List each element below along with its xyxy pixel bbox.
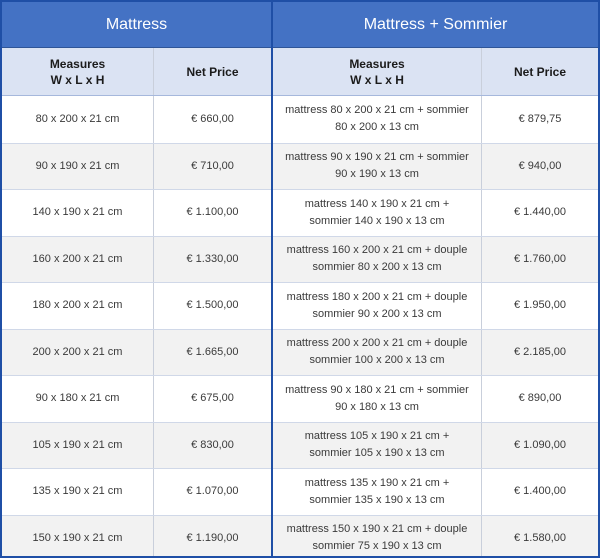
combo-header-row [273,48,598,96]
table-row [2,515,271,558]
price-cell: € 890,00 [518,392,562,405]
table-row [273,329,598,376]
mattress-panel [0,0,273,558]
mattress-header-row [2,48,271,96]
price-cell: € 1.950,00 [514,299,566,312]
description-cell [273,283,482,329]
price-cell: € 2.185,00 [514,345,566,358]
table-row [2,375,271,422]
net-price-header: Net Price [513,64,567,79]
description-line2: sommier 90 x 200 x 13 cm [312,307,442,320]
table-row [2,468,271,515]
price-cell: € 1.500,00 [186,299,239,312]
description-text [287,289,468,323]
size-cell: 140 x 190 x 21 cm [2,190,154,236]
description-text [285,382,469,416]
table-row [273,96,598,143]
description-line2: 90 x 180 x 13 cm [335,400,419,413]
net-price-header: Net Price [186,64,239,79]
description-cell [273,423,482,469]
description-line1: mattress 140 x 190 x 21 cm + [304,197,450,210]
price-cell: € 1.440,00 [514,206,566,219]
price-cell: € 1.190,00 [186,531,239,544]
size-cell: 90 x 190 x 21 cm [2,144,154,190]
description-cell [273,376,482,422]
description-line1: mattress 200 x 200 x 21 cm + douple [286,337,468,350]
description-line2: 80 x 200 x 13 cm [335,121,419,134]
price-cell: € 879,75 [518,112,562,125]
description-text [305,475,450,509]
table-row [2,189,271,236]
price-cell: € 1.665,00 [186,345,239,358]
table-row [2,282,271,329]
combo-panel [271,0,600,558]
price-cell: € 1.070,00 [186,485,239,498]
measures-header-line1: Measures [349,56,405,71]
size-cell: 160 x 200 x 21 cm [2,237,154,283]
table-row [273,282,598,329]
price-cell: € 660,00 [191,112,234,125]
price-cell: € 1.580,00 [514,531,566,544]
description-line2: sommier 140 x 190 x 13 cm [309,214,445,227]
mattress-rows [2,96,271,558]
table-row [2,329,271,376]
measures-header [2,48,154,95]
description-text [305,428,450,462]
price-cell: € 940,00 [518,159,562,172]
table-row [273,375,598,422]
size-cell: 200 x 200 x 21 cm [2,330,154,376]
table-row [2,96,271,143]
combo-title: Mattress + Sommier [273,2,598,48]
measures-header [273,48,482,95]
price-cell: € 830,00 [191,438,234,451]
description-line2: 90 x 190 x 13 cm [335,168,419,181]
description-cell [273,516,482,558]
size-cell: 105 x 190 x 21 cm [2,423,154,469]
table-row [2,143,271,190]
description-line2: sommier 135 x 190 x 13 cm [309,493,445,506]
size-cell: 90 x 180 x 21 cm [2,376,154,422]
table-row [273,515,598,558]
description-cell [273,237,482,283]
table-row [273,422,598,469]
description-line1: mattress 135 x 190 x 21 cm + [304,476,450,489]
price-cell: € 1.760,00 [514,252,566,265]
description-line1: mattress 90 x 180 x 21 cm + sommier [285,383,469,396]
description-text [285,102,469,136]
description-line2: sommier 75 x 190 x 13 cm [312,540,442,553]
table-row [273,236,598,283]
description-text [287,335,468,369]
description-line1: mattress 160 x 200 x 21 cm + douple [286,244,468,257]
description-cell [273,330,482,376]
table-row [273,143,598,190]
description-line1: mattress 150 x 190 x 21 cm + douple [286,523,468,536]
description-cell [273,469,482,515]
price-cell: € 1.100,00 [186,206,239,219]
size-cell: 80 x 200 x 21 cm [2,96,154,143]
description-cell [273,144,482,190]
description-text [285,149,469,183]
table-row [273,189,598,236]
description-text [287,521,468,555]
table-row [2,422,271,469]
description-line1: mattress 180 x 200 x 21 cm + douple [286,290,468,303]
description-line2: sommier 100 x 200 x 13 cm [309,354,445,367]
description-line1: mattress 105 x 190 x 21 cm + [304,430,450,443]
combo-rows [273,96,598,558]
price-cell: € 1.400,00 [514,485,566,498]
description-text [305,196,450,230]
mattress-title: Mattress [2,2,271,48]
price-cell: € 1.330,00 [186,252,239,265]
measures-header-line1: Measures [49,56,106,71]
description-line2: sommier 80 x 200 x 13 cm [312,261,442,274]
price-cell: € 710,00 [191,159,234,172]
price-cell: € 1.090,00 [514,438,566,451]
measures-header-line2: W x L x H [350,72,404,87]
description-line1: mattress 90 x 190 x 21 cm + sommier [285,151,469,164]
size-cell: 150 x 190 x 21 cm [2,516,154,558]
measures-header-line2: W x L x H [50,72,105,87]
description-cell [273,96,482,143]
description-line1: mattress 80 x 200 x 21 cm + sommier [285,104,469,117]
description-line2: sommier 105 x 190 x 13 cm [309,447,445,460]
price-cell: € 675,00 [191,392,234,405]
size-cell: 135 x 190 x 21 cm [2,469,154,515]
table-row [273,468,598,515]
description-text [287,242,468,276]
size-cell: 180 x 200 x 21 cm [2,283,154,329]
table-row [2,236,271,283]
description-cell [273,190,482,236]
